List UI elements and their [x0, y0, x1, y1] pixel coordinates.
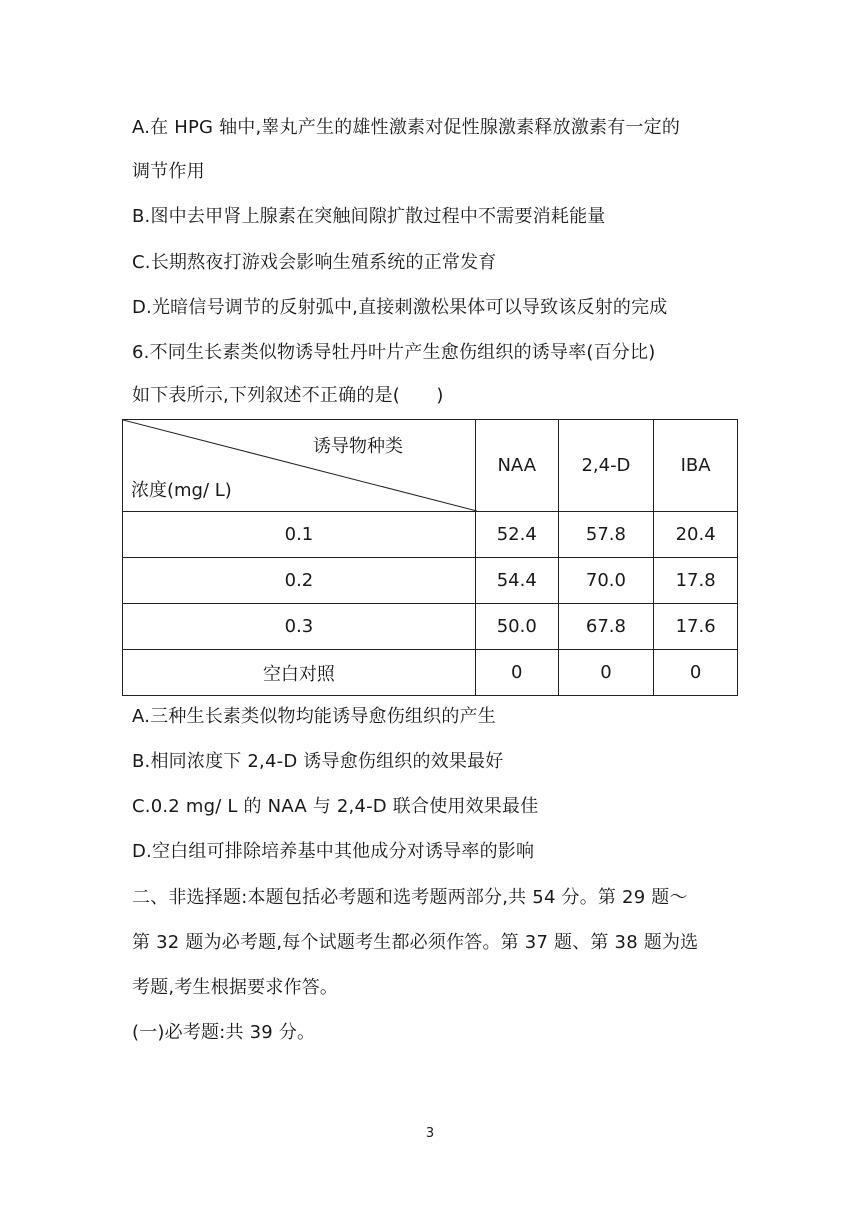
table-corner-cell: [123, 420, 476, 512]
required-questions-heading: (一)必考题:共 39 分。: [132, 1022, 316, 1043]
row-label: 空白对照: [123, 650, 476, 696]
q5-option-d: D.光暗信号调节的反射弧中,直接刺激松果体可以导致该反射的完成: [132, 297, 668, 318]
table-header-row: [123, 420, 738, 512]
corner-header-inducer: 诱导物种类: [313, 436, 403, 457]
section-heading-line2: 第 32 题为必考题,每个试题考生都必须作答。第 37 题、第 38 题为选: [132, 932, 699, 953]
q6-option-d: D.空白组可排除培养基中其他成分对诱导率的影响: [132, 841, 535, 862]
q6-stem-line2: 如下表所示,下列叙述不正确的是( ): [132, 385, 444, 406]
table-cell: 17.6: [654, 604, 738, 650]
section-heading-line3: 考题,考生根据要求作答。: [132, 977, 339, 998]
table-cell: 54.4: [475, 558, 558, 604]
corner-header-concentration: 浓度(mg/ L): [131, 480, 232, 501]
q5-option-a-line1: A.在 HPG 轴中,睾丸产生的雄性激素对促性腺激素释放激素有一定的: [132, 117, 681, 138]
table-cell: 52.4: [475, 512, 558, 558]
page-number: 3: [425, 1126, 435, 1141]
table-cell: 57.8: [558, 512, 654, 558]
table-cell: 17.8: [654, 558, 738, 604]
table-row: [123, 512, 738, 558]
table-row: [123, 558, 738, 604]
q6-option-c: C.0.2 mg/ L 的 NAA 与 2,4-D 联合使用效果最佳: [132, 796, 539, 817]
row-label: 0.3: [123, 604, 476, 650]
q5-option-a-line2: 调节作用: [132, 161, 205, 182]
row-label: 0.2: [123, 558, 476, 604]
q5-option-b: B.图中去甲肾上腺素在突触间隙扩散过程中不需要消耗能量: [132, 206, 606, 227]
q6-option-a: A.三种生长素类似物均能诱导愈伤组织的产生: [132, 706, 496, 727]
section-heading-line1: 二、非选择题:本题包括必考题和选考题两部分,共 54 分。第 29 题～: [132, 887, 688, 908]
q5-option-c: C.长期熬夜打游戏会影响生殖系统的正常发育: [132, 252, 497, 273]
induction-rate-table: [122, 419, 738, 696]
column-header: 2,4-D: [558, 420, 654, 512]
table-cell: 67.8: [558, 604, 654, 650]
table-cell: 70.0: [558, 558, 654, 604]
q6-option-b: B.相同浓度下 2,4-D 诱导愈伤组织的效果最好: [132, 751, 504, 772]
q6-stem-line1: 6.不同生长素类似物诱导牡丹叶片产生愈伤组织的诱导率(百分比): [132, 342, 656, 363]
table-row: [123, 650, 738, 696]
table-cell: 0: [475, 650, 558, 696]
column-header: IBA: [654, 420, 738, 512]
table-row: [123, 604, 738, 650]
table-cell: 0: [558, 650, 654, 696]
row-label: 0.1: [123, 512, 476, 558]
table-cell: 0: [654, 650, 738, 696]
table-cell: 50.0: [475, 604, 558, 650]
column-header: NAA: [475, 420, 558, 512]
table-cell: 20.4: [654, 512, 738, 558]
